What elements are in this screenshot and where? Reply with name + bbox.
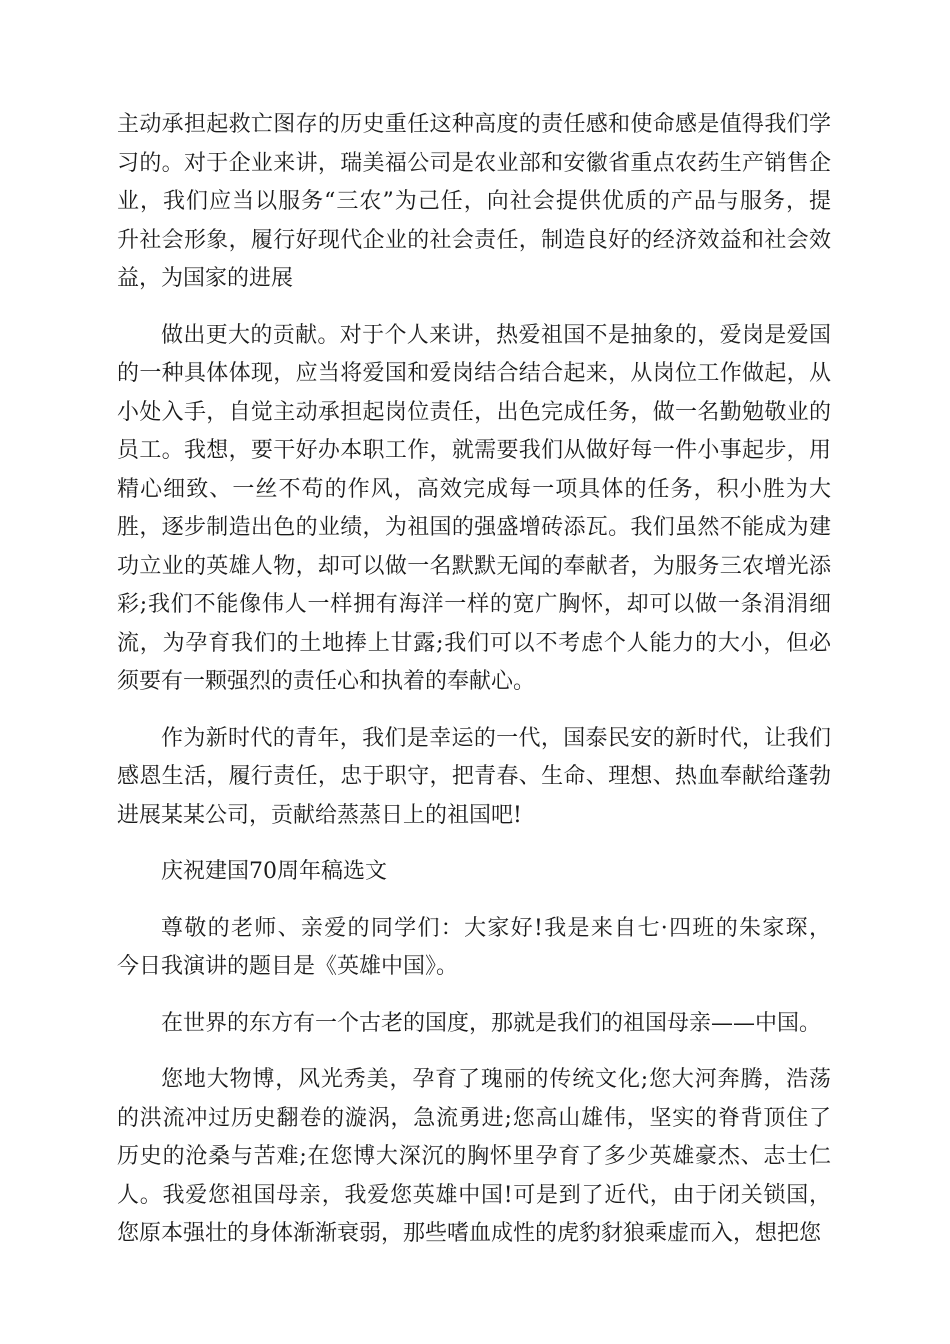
text-line: 小处入手，自觉主动承担起岗位责任，出色完成任务，做一名勤勉敬业的 bbox=[117, 399, 831, 425]
text-line: 员工。我想，要干好办本职工作，就需要我们从做好每一件小事起步，用 bbox=[117, 438, 831, 463]
text-line: 今日我演讲的题目是《英雄中国》。 bbox=[117, 954, 459, 979]
text-line: 感恩生活，履行责任，忠于职守，把青春、生命、理想、热血奉献给蓬勃 bbox=[117, 764, 831, 789]
text-line: 彩;我们不能像伟人一样拥有海洋一样的宽广胸怀，却可以做一条涓涓细 bbox=[117, 592, 831, 617]
text-line: 做出更大的贡献。对于个人来讲，热爱祖国不是抽象的，爱岗是爱国 bbox=[161, 322, 831, 348]
text-line: 作为新时代的青年，我们是幸运的一代，国泰民安的新时代，让我们 bbox=[161, 725, 831, 751]
text-line: 在世界的东方有一个古老的国度，那就是我们的祖国母亲——中国。 bbox=[161, 1010, 822, 1036]
paragraph-gap bbox=[117, 299, 831, 317]
paragraph-p3 bbox=[117, 720, 831, 836]
text-line: 您地大物博，风光秀美，孕育了瑰丽的传统文化;您大河奔腾，浩荡 bbox=[161, 1067, 831, 1092]
text-line: 胜，逐步制造出色的业绩，为祖国的强盛增砖添瓦。我们虽然不能成为建 bbox=[117, 515, 831, 540]
text-line: 的一种具体体现，应当将爱国和爱岗结合结合起来，从岗位工作做起，从 bbox=[117, 361, 831, 386]
text-line: 主动承担起救亡图存的历史重任这种高度的责任感和使命感是值得我们学 bbox=[117, 112, 831, 137]
paragraph-gap bbox=[117, 835, 831, 853]
text-line: 升社会形象，履行好现代企业的社会责任，制造良好的经济效益和社会效 bbox=[117, 227, 831, 253]
text-line: 历史的沧桑与苦难;在您博大深沉的胸怀里孕育了多少英雄豪杰、志士仁 bbox=[117, 1144, 831, 1169]
paragraph-gap bbox=[117, 892, 831, 910]
text-line: 益，为国家的进展 bbox=[117, 266, 294, 291]
paragraph-p6 bbox=[117, 1005, 831, 1044]
text-line: 业，我们应当以服务“三农”为己任，向社会提供优质的产品与服务，提 bbox=[117, 189, 831, 214]
text-line: 您原本强壮的身体渐渐衰弱，那些嗜血成性的虎豹豺狼乘虚而入，想把您 bbox=[117, 1221, 822, 1246]
paragraph-gap bbox=[117, 1043, 831, 1061]
text-line: 进展某某公司，贡献给蒸蒸日上的祖国吧! bbox=[117, 802, 522, 828]
paragraph-p7 bbox=[117, 1061, 831, 1254]
paragraph-p1 bbox=[117, 106, 831, 299]
document-body bbox=[117, 106, 831, 1254]
paragraph-gap bbox=[117, 702, 831, 720]
text-line: 尊敬的老师、亲爱的同学们：大家好!我是来自七·四班的朱家琛， bbox=[161, 915, 831, 941]
text-line: 庆祝建国70周年稿选文 bbox=[161, 859, 387, 884]
text-line: 流，为孕育我们的土地捧上甘露;我们可以不考虑个人能力的大小，但必 bbox=[117, 630, 831, 656]
text-line: 须要有一颗强烈的责任心和执着的奉献心。 bbox=[117, 669, 536, 694]
paragraph-p5 bbox=[117, 910, 831, 987]
text-line: 功立业的英雄人物，却可以做一名默默无闻的奉献者，为服务三农增光添 bbox=[117, 553, 831, 579]
text-line: 的洪流冲过历史翻卷的漩涡，急流勇进;您高山雄伟，坚实的脊背顶住了 bbox=[117, 1105, 831, 1131]
paragraph-p2 bbox=[117, 317, 831, 702]
paragraph-gap bbox=[117, 987, 831, 1005]
paragraph-p4 bbox=[117, 853, 831, 892]
text-line: 人。我爱您祖国母亲，我爱您英雄中国!可是到了近代，由于闭关锁国， bbox=[117, 1182, 831, 1208]
text-line: 精心细致、一丝不苟的作风，高效完成每一项具体的任务，积小胜为大 bbox=[117, 476, 831, 502]
text-line: 习的。对于企业来讲，瑞美福公司是农业部和安徽省重点农药生产销售企 bbox=[117, 150, 831, 176]
